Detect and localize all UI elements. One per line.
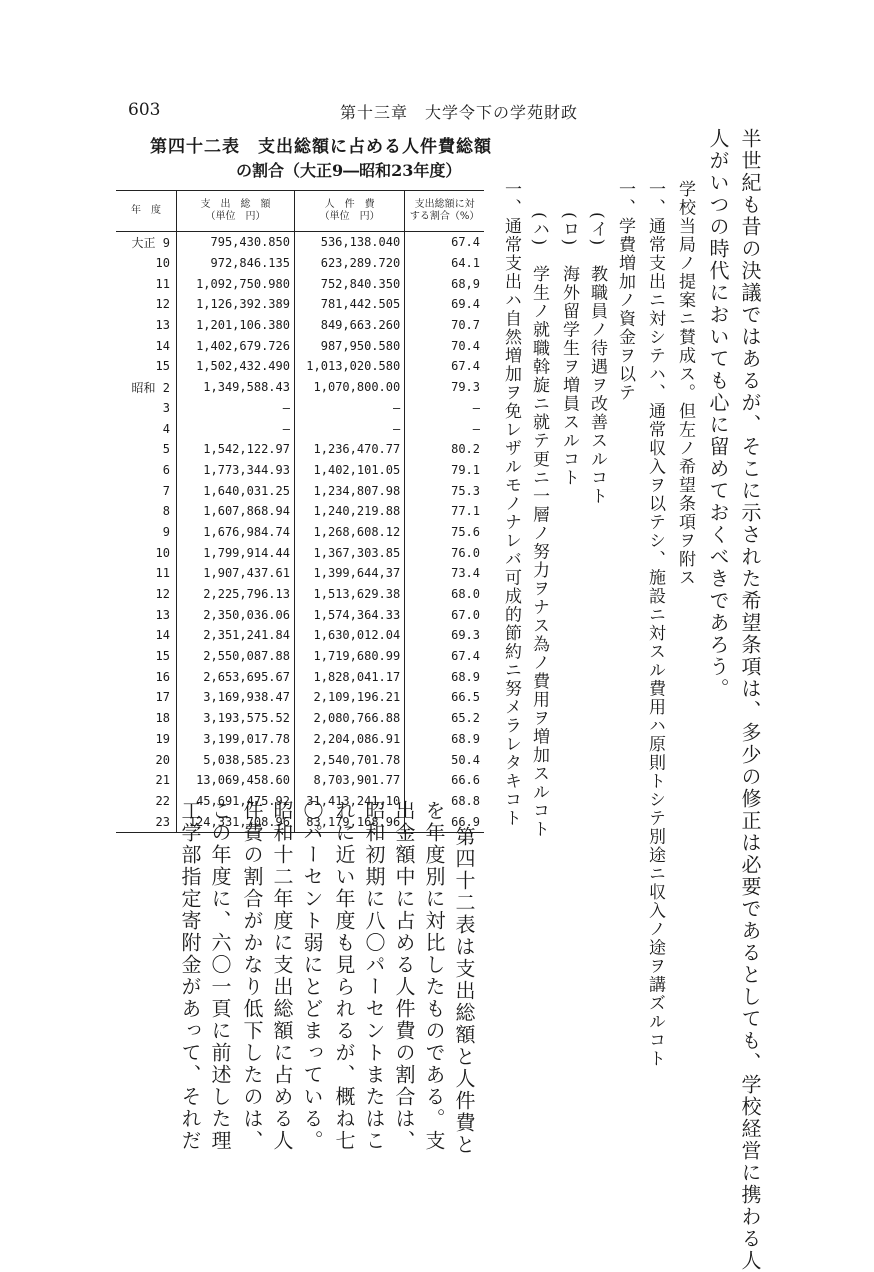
table-cell: 67.4 — [405, 232, 484, 253]
table-cell: 752,840.350 — [294, 273, 404, 294]
table-cell: 18 — [155, 711, 170, 726]
table-cell: 10 — [155, 545, 170, 560]
table-cell: 1,542,122.97 — [177, 439, 295, 460]
table-cell: 12 — [155, 587, 170, 602]
text-column: 第四十二表は支出総額と人件費と — [452, 826, 476, 1156]
text-column: 〇パーセント弱にとどまっている。 — [300, 800, 324, 1152]
table-cell: 1,236,470.77 — [294, 439, 404, 460]
table-cell: 1,240,219.88 — [294, 501, 404, 522]
table-cell: 2,540,701.78 — [294, 749, 404, 770]
table-row — [116, 439, 484, 460]
table-title: 第四十二表 支出総額に占める人件費総額 — [150, 137, 492, 157]
table-row — [116, 480, 484, 501]
table-cell: 68,9 — [405, 273, 484, 294]
table-cell: 3,169,938.47 — [177, 687, 295, 708]
text-column: (ハ) 学生ノ就職斡旋ニ就テ更ニ一層ノ努力ヲナス為ノ費用ヲ増加スルコト — [529, 212, 549, 839]
table-cell: 14 — [155, 628, 170, 643]
text-column: 半世紀も昔の決議ではあるが、そこに示された希望条項は、多少の修正は必要であるとしても、学校経営に携わる人 — [738, 128, 762, 1272]
text-column: この年度に、六〇一頁に前述した理 — [208, 800, 232, 1152]
table-cell: 849,663.260 — [294, 315, 404, 336]
table-cell: 2,550,087.88 — [177, 646, 295, 667]
table-cell: 76.0 — [405, 542, 484, 563]
table-cell: 1,070,800.00 — [294, 377, 404, 398]
table-row — [116, 666, 484, 687]
table-cell: 19 — [155, 731, 170, 746]
table-cell: 1,630,012.04 — [294, 625, 404, 646]
table-cell: 21 — [155, 773, 170, 788]
text-column: 出金額中に占める人件費の割合は、 — [392, 800, 416, 1152]
table-row — [116, 356, 484, 377]
table-cell: 1,640,031.25 — [177, 480, 295, 501]
table-header-row — [116, 191, 484, 232]
table-cell: 1,234,807.98 — [294, 480, 404, 501]
table-row — [116, 315, 484, 336]
text-column: (イ) 教職員ノ待遇ヲ改善スルコト — [587, 212, 607, 506]
table-row — [116, 460, 484, 481]
table-cell: 1,399,644,37 — [294, 563, 404, 584]
text-column: 一、通常支出ニ対シテハ、通常収入ヲ以テシ、施設ニ対スル費用ハ原則トシテ別途ニ収入ノ途ヲ講ズルコト — [645, 180, 665, 1068]
table-subtitle: の割合（大正9―昭和23年度） — [236, 161, 462, 180]
text-column: 工学部指定寄附金があって、それだ — [178, 800, 202, 1152]
table-cell: 1,502,432.490 — [177, 356, 295, 377]
column-header: 人 件 費 （単位 円） — [294, 191, 404, 232]
table-cell: 31,413,241.10 — [294, 791, 404, 812]
table-cell: 1,402,679.726 — [177, 335, 295, 356]
table-cell: 50.4 — [405, 749, 484, 770]
table-row — [116, 770, 484, 791]
table-cell: 68.0 — [405, 584, 484, 605]
table-cell: 1,013,020.580 — [294, 356, 404, 377]
table-cell: 1,268,608.12 — [294, 522, 404, 543]
table-cell: 13,069,458.60 — [177, 770, 295, 791]
table-cell: 1,092,750.980 — [177, 273, 295, 294]
table-cell: 69.4 — [405, 294, 484, 315]
running-head: 第十三章 大学令下の学苑財政 — [340, 103, 579, 122]
table-cell: 1,201,106.380 — [177, 315, 295, 336]
table-cell: 2,204,086.91 — [294, 729, 404, 750]
table-cell: 8 — [162, 504, 170, 519]
table-cell: 14 — [155, 338, 170, 353]
table-cell: 3 — [162, 400, 170, 415]
table-row — [116, 708, 484, 729]
table-cell: 67.4 — [405, 356, 484, 377]
table-row — [116, 687, 484, 708]
text-column: 一、学費増加ノ資金ヲ以テ — [615, 180, 635, 402]
table-cell: 66.6 — [405, 770, 484, 791]
table-cell: 1,513,629.38 — [294, 584, 404, 605]
table-cell: 2,080,766.88 — [294, 708, 404, 729]
table-cell: 1,367,303.85 — [294, 542, 404, 563]
table-row — [116, 335, 484, 356]
table-cell: 5 — [162, 442, 170, 457]
table-cell: 987,950.580 — [294, 335, 404, 356]
table-cell: 80.2 — [405, 439, 484, 460]
table-cell: 1,907,437.61 — [177, 563, 295, 584]
table-row — [116, 542, 484, 563]
table-cell: 8,703,901.77 — [294, 770, 404, 791]
table-cell: 1,349,588.43 — [177, 377, 295, 398]
table-cell: 昭和 2 — [131, 380, 170, 395]
table-cell: ― — [405, 398, 484, 419]
column-header: 支出総額に対 する割合（%） — [405, 191, 484, 232]
table-cell: 15 — [155, 649, 170, 664]
table-cell: 536,138.040 — [294, 232, 404, 253]
text-column: 学校当局ノ提案ニ賛成ス。但左ノ希望条項ヲ附ス — [675, 180, 695, 587]
table-cell: 20 — [155, 752, 170, 767]
table-cell: 17 — [155, 690, 170, 705]
table-cell: 11 — [155, 276, 170, 291]
table-cell: 623,289.720 — [294, 253, 404, 274]
table-cell: 22 — [155, 793, 170, 808]
table-cell: 2,225,796.13 — [177, 584, 295, 605]
table-cell: 68.8 — [405, 791, 484, 812]
text-column: れに近い年度も見られるが、概ね七 — [332, 800, 356, 1152]
table-cell: 124,331,708.96 — [177, 811, 295, 832]
table-cell: 13 — [155, 318, 170, 333]
table-cell: 16 — [155, 669, 170, 684]
table-cell: ― — [177, 418, 295, 439]
table-cell: 77.1 — [405, 501, 484, 522]
expenditure-table — [116, 190, 484, 833]
table-cell: 66.5 — [405, 687, 484, 708]
table-row — [116, 522, 484, 543]
table-cell: 65.2 — [405, 708, 484, 729]
table-row — [116, 377, 484, 398]
table-cell: 9 — [162, 524, 170, 539]
table-cell: 23 — [116, 811, 177, 832]
text-column: 件費の割合がかなり低下したのは、 — [240, 800, 264, 1152]
table-cell: 5,038,585.23 — [177, 749, 295, 770]
table-cell: 11 — [155, 566, 170, 581]
table-cell: 1,799,914.44 — [177, 542, 295, 563]
table-cell: 64.1 — [405, 253, 484, 274]
table-cell: 13 — [155, 607, 170, 622]
table-row — [116, 294, 484, 315]
table-cell: 6 — [162, 462, 170, 477]
table-cell: 781,442.505 — [294, 294, 404, 315]
table-row — [116, 625, 484, 646]
table-cell: 3,193,575.52 — [177, 708, 295, 729]
table-cell: 3,199,017.78 — [177, 729, 295, 750]
table-cell: 75.6 — [405, 522, 484, 543]
table-cell: 66.9 — [405, 811, 484, 832]
table-cell: ― — [294, 418, 404, 439]
table-row — [116, 273, 484, 294]
table-cell: 79.3 — [405, 377, 484, 398]
table-row — [116, 604, 484, 625]
table-cell: 68.9 — [405, 729, 484, 750]
table-cell: 75.3 — [405, 480, 484, 501]
table-cell: 2,350,036.06 — [177, 604, 295, 625]
text-column: を年度別に対比したものである。支 — [422, 800, 446, 1152]
table-cell: 7 — [162, 483, 170, 498]
text-column: (ロ) 海外留学生ヲ増員スルコト — [559, 212, 579, 488]
text-column: 人がいつの時代においても心に留めておくべきであろう。 — [706, 128, 730, 700]
table-cell: 67.4 — [405, 646, 484, 667]
table-row — [116, 232, 484, 253]
table-cell: 45,691,475.92 — [177, 791, 295, 812]
table-row — [116, 398, 484, 419]
table-cell: 1,773,344.93 — [177, 460, 295, 481]
table-row — [116, 501, 484, 522]
table-cell: 1,402,101.05 — [294, 460, 404, 481]
table-cell: 795,430.850 — [177, 232, 295, 253]
table-cell: 12 — [155, 297, 170, 312]
table-row — [116, 253, 484, 274]
page-number: 603 — [128, 100, 161, 120]
table-cell: 1,126,392.389 — [177, 294, 295, 315]
table-cell: ― — [177, 398, 295, 419]
column-header: 支 出 総 額 （単位 円） — [177, 191, 295, 232]
table-cell: 2,653,695.67 — [177, 666, 295, 687]
table-cell: 1,719,680.99 — [294, 646, 404, 667]
table-cell: 83,179,168.96 — [294, 811, 404, 832]
table-cell: 1,676,984.74 — [177, 522, 295, 543]
table-cell: 69.3 — [405, 625, 484, 646]
table-cell: 1,828,041.17 — [294, 666, 404, 687]
table-cell: 10 — [155, 256, 170, 271]
table-cell: 972,846.135 — [177, 253, 295, 274]
table-cell: 15 — [155, 359, 170, 374]
table-cell: 大正 9 — [131, 235, 170, 250]
table-cell: 67.0 — [405, 604, 484, 625]
table-cell: 70.4 — [405, 335, 484, 356]
table-cell: 68.9 — [405, 666, 484, 687]
table-row — [116, 418, 484, 439]
table-row — [116, 749, 484, 770]
table-cell: ― — [294, 398, 404, 419]
table-row — [116, 646, 484, 667]
table-cell: ― — [405, 418, 484, 439]
table-cell: 4 — [162, 421, 170, 436]
column-header: 年 度 — [116, 191, 177, 232]
text-column: 昭和初期に八〇パーセントまたはこ — [362, 800, 386, 1152]
table-cell: 70.7 — [405, 315, 484, 336]
table-cell: 2,109,196.21 — [294, 687, 404, 708]
text-column: 一、通常支出ハ自然増加ヲ免レザルモノナレバ可成的節約ニ努メラレタキコト — [501, 180, 521, 828]
text-column: 昭和十二年度に支出総額に占める人 — [270, 800, 294, 1152]
table-cell: 73.4 — [405, 563, 484, 584]
table-cell: 1,574,364.33 — [294, 604, 404, 625]
table-cell: 2,351,241.84 — [177, 625, 295, 646]
table-cell: 79.1 — [405, 460, 484, 481]
table-row — [116, 584, 484, 605]
table-row — [116, 729, 484, 750]
table-row — [116, 563, 484, 584]
table-body — [116, 232, 484, 833]
table-cell: 1,607,868.94 — [177, 501, 295, 522]
